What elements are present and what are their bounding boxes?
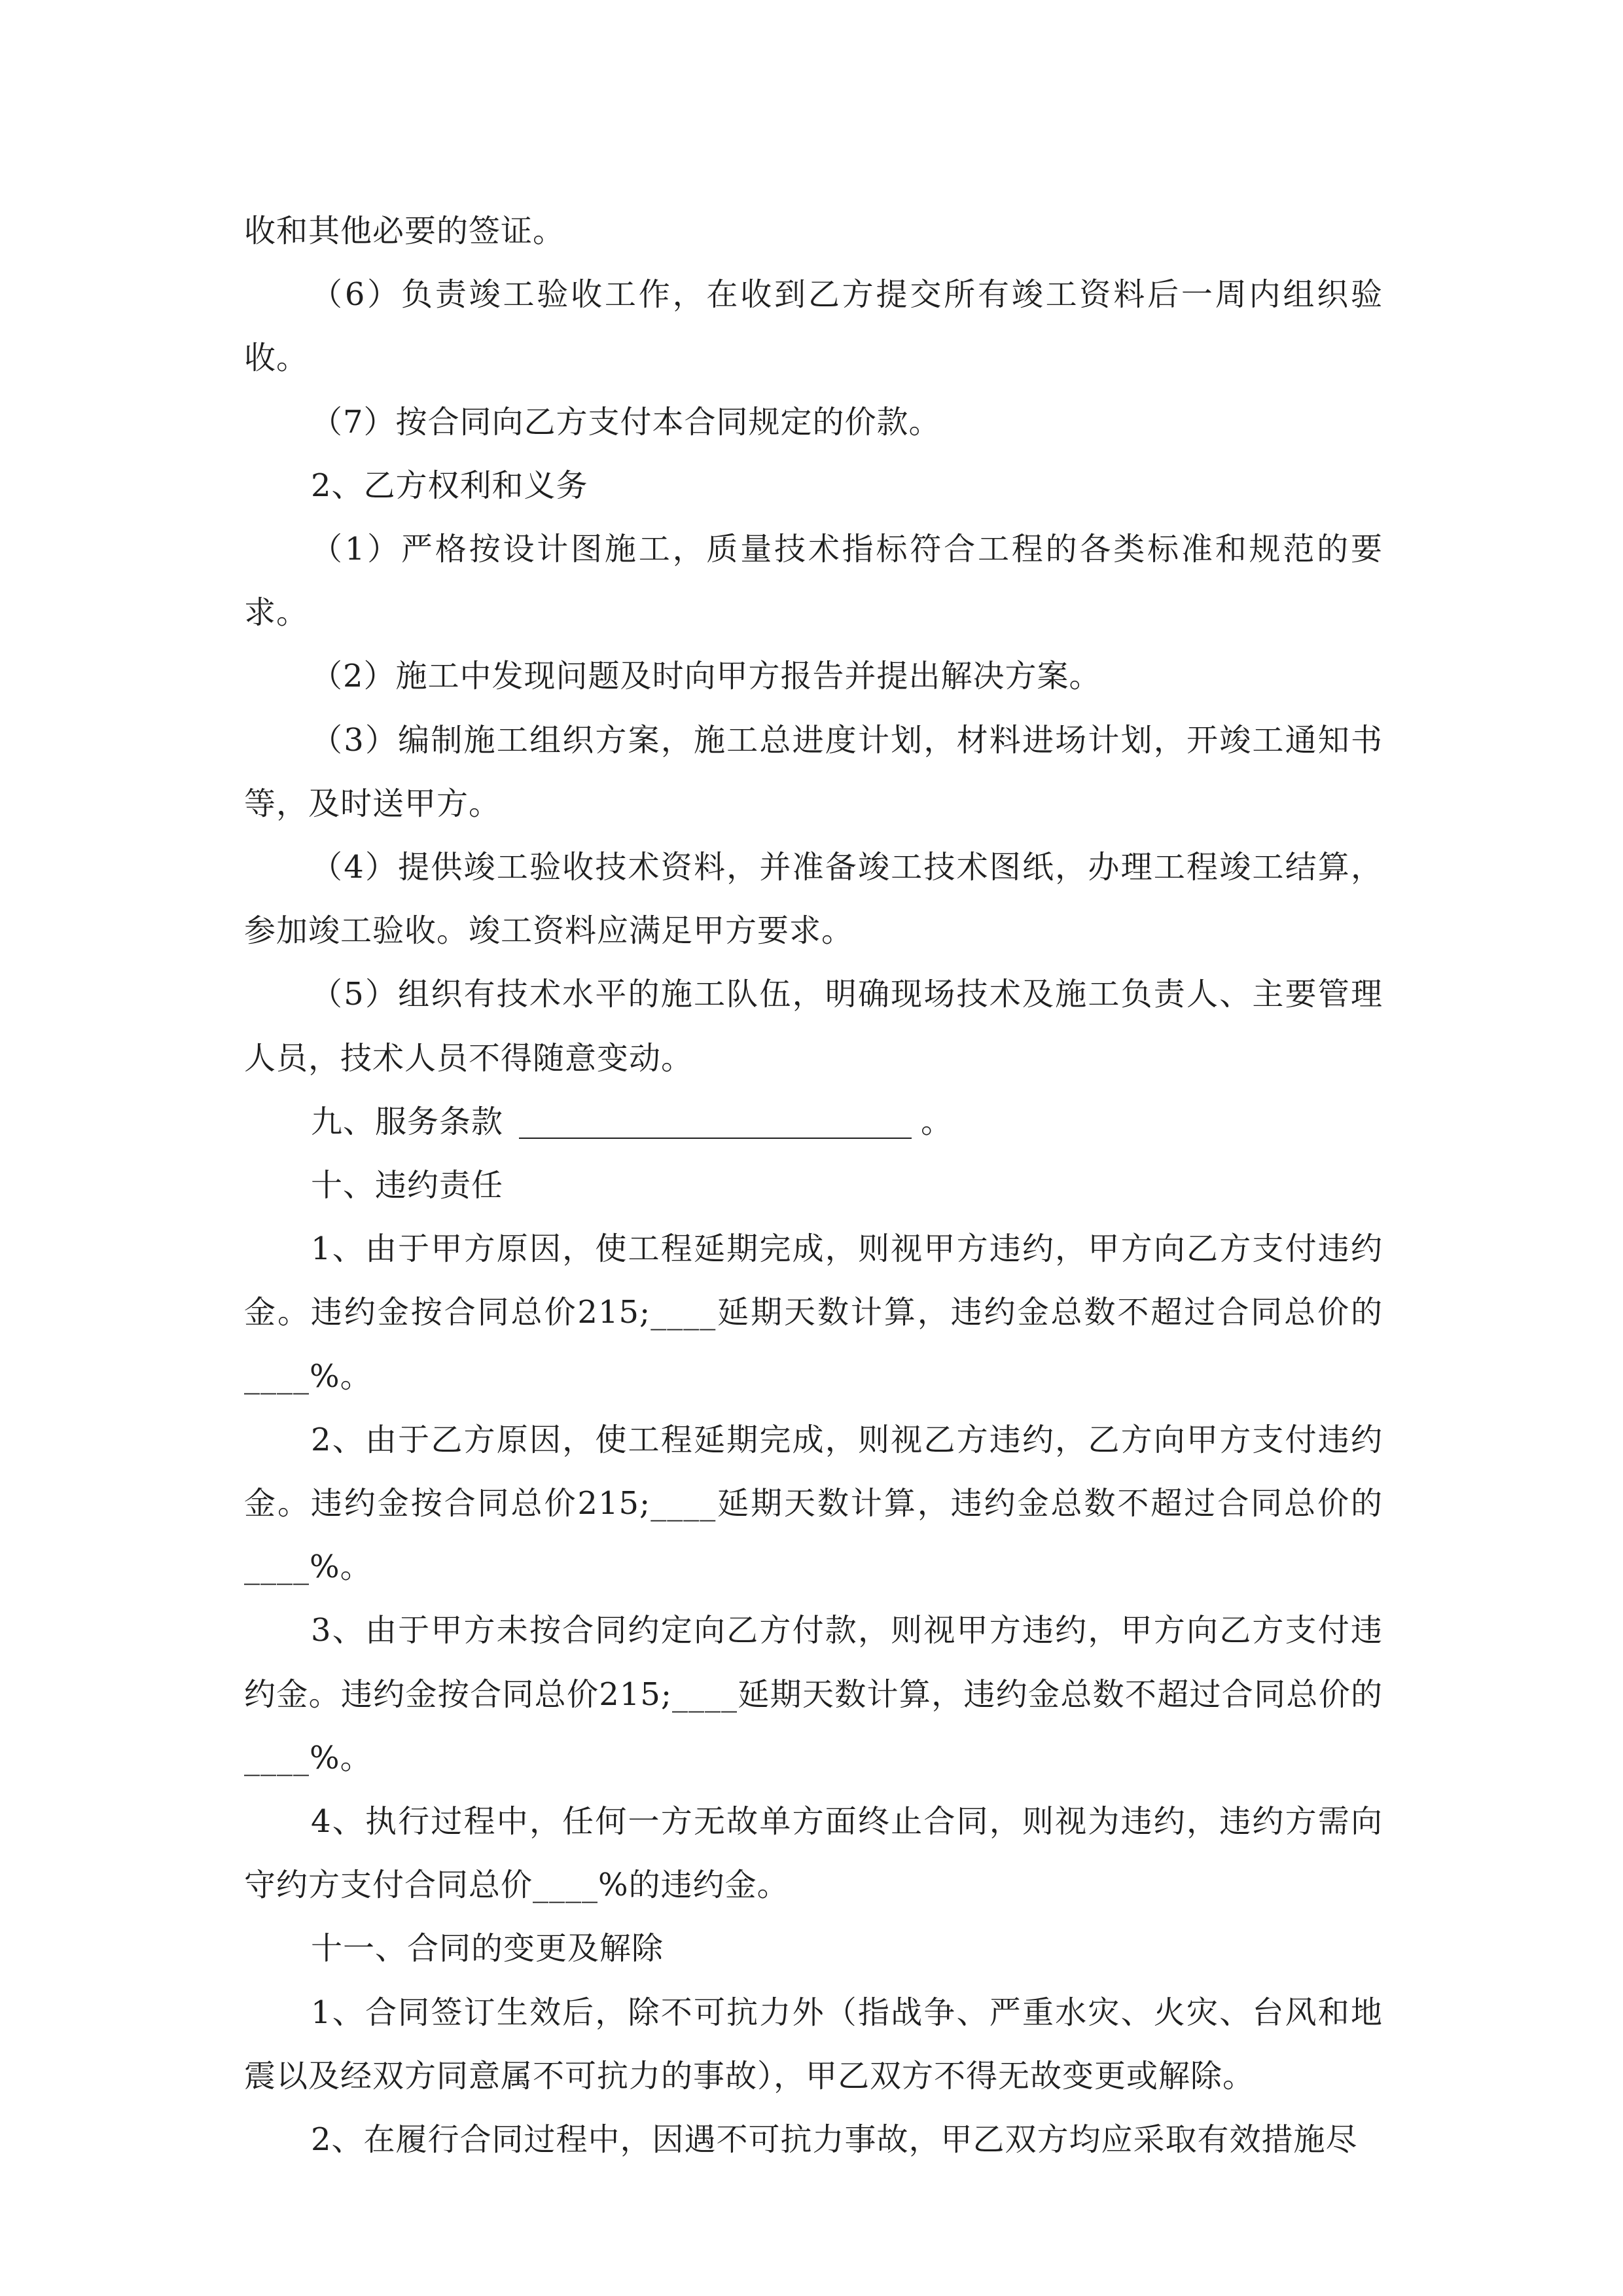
heading-contract-change: 十一、合同的变更及解除	[311, 1930, 664, 1967]
paragraph-breach-item-2: 2、由于乙方原因，使工程延期完成，则视乙方违约，乙方向甲方支付违约金。违约金按合同总价215;____延期天数计算，违约金总数不超过合同总价的____%。	[244, 1421, 1383, 1586]
paragraph-breach-item-4: 4、执行过程中，任何一方无故单方面终止合同，则视为违约，违约方需向守约方支付合同总价____%的违约金。	[244, 1803, 1383, 1904]
service-clause-blank[interactable]	[519, 1098, 912, 1139]
paragraph-breach-item-3: 3、由于甲方未按合同约定向乙方付款，则视甲方违约，甲方向乙方支付违约金。违约金按合同总价215;____延期天数计算，违约金总数不超过合同总价的____%。	[244, 1612, 1383, 1776]
paragraph-change-item-2: 2、在履行合同过程中，因遇不可抗力事故，甲乙双方均应采取有效措施尽	[311, 2121, 1358, 2159]
paragraph-party-b-item-3: （3）编制施工组织方案，施工总进度计划，材料进场计划，开竣工通知书等，及时送甲方。	[244, 721, 1383, 822]
paragraph-continuation: 收和其他必要的签证。	[244, 213, 565, 249]
paragraph-party-b-item-1: （1）严格按设计图施工，质量技术指标符合工程的各类标准和规范的要求。	[244, 531, 1383, 632]
contract-text	[244, 200, 1383, 2172]
paragraph-party-a-item-6: （6）负责竣工验收工作，在收到乙方提交所有竣工资料后一周内组织验收。	[244, 276, 1383, 377]
service-clause-end: 。	[921, 1103, 954, 1140]
service-clause-label: 九、服务条款	[311, 1103, 504, 1140]
heading-breach-liability: 十、违约责任	[311, 1167, 504, 1204]
paragraph-party-b-item-5: （5）组织有技术水平的施工队伍，明确现场技术及施工负责人、主要管理人员，技术人员不得随意变动。	[244, 976, 1383, 1077]
paragraph-party-b-item-2: （2）施工中发现问题及时向甲方报告并提出解决方案。	[311, 658, 1101, 695]
paragraph-change-item-1: 1、合同签订生效后，除不可抗力外（指战争、严重水灾、火灾、台风和地震以及经双方同意属不可抗力的事故），甲乙双方不得无故变更或解除。	[244, 1994, 1383, 2094]
paragraph-party-b-item-4: （4）提供竣工验收技术资料，并准备竣工技术图纸，办理工程竣工结算，参加竣工验收。竣工资料应满足甲方要求。	[244, 849, 1383, 950]
service-clause-line	[244, 1090, 1383, 1154]
paragraph-breach-item-1: 1、由于甲方原因，使工程延期完成，则视甲方违约，甲方向乙方支付违约金。违约金按合同总价215;____延期天数计算，违约金总数不超过合同总价的____%。	[244, 1230, 1383, 1395]
heading-party-b-rights: 2、乙方权利和义务	[311, 467, 588, 504]
paragraph-party-a-item-7: （7）按合同向乙方支付本合同规定的价款。	[311, 403, 941, 440]
